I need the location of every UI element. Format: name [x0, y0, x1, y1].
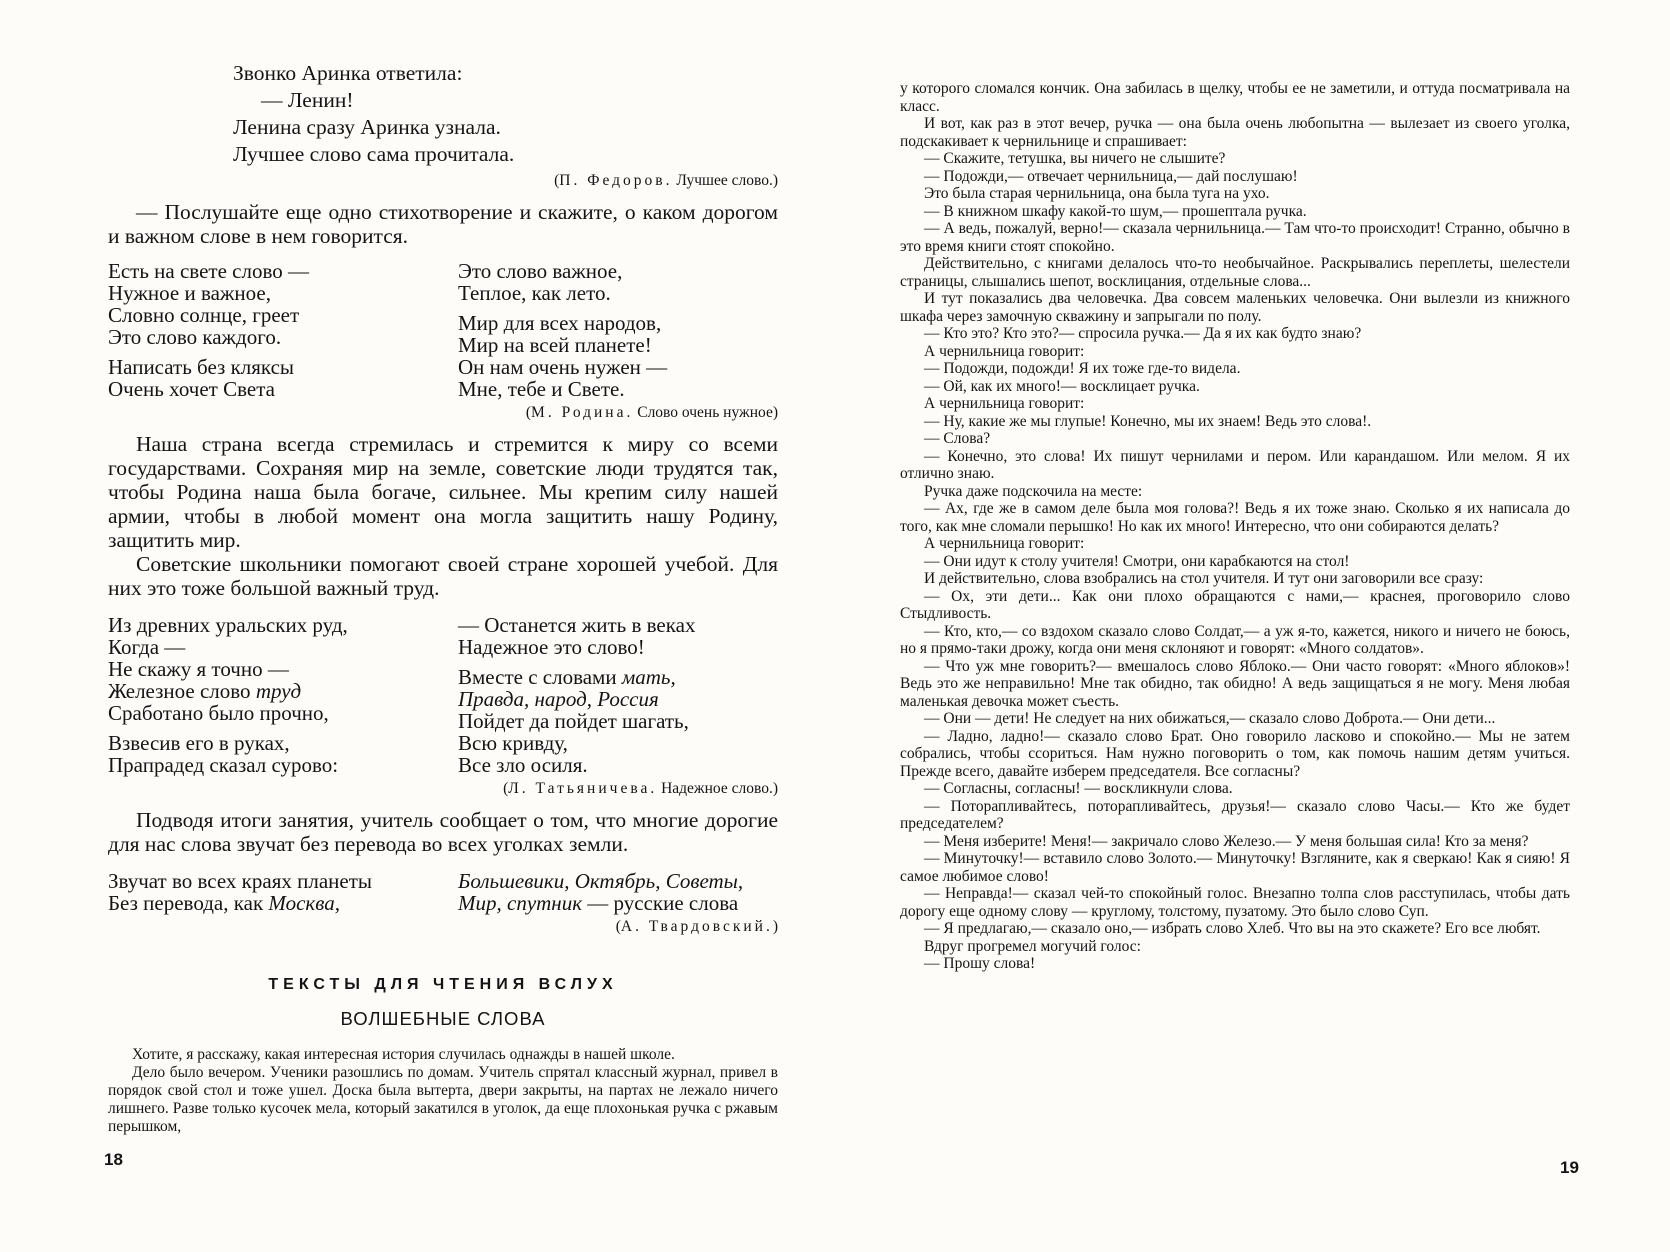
poem-4-col-2: [458, 870, 778, 914]
body-paragraphs: [108, 432, 778, 600]
poem-line: Не скажу я точно —: [108, 657, 289, 681]
poem-line: Лучшее слово сама прочитала.: [233, 142, 515, 166]
page-number: 19: [1560, 1158, 1579, 1177]
poem-line: Написать без кляксы: [108, 355, 295, 379]
poem-3-col-2: [458, 614, 778, 776]
intro-paragraph: [108, 200, 778, 248]
poem-title: Надежное слово.: [661, 780, 773, 797]
poem-italic: мать,: [621, 665, 676, 689]
section-heading: ТЕКСТЫ ДЛЯ ЧТЕНИЯ ВСЛУХ: [268, 976, 618, 993]
paragraph: — Что уж мне говорить?— вмешалось слово Яблоко.— Они часто говорят: «Много яблоков»! Ведь это же неправильно! Мне так обидно, так обидно! А ведь защищаться я не могу. Меня любая маленькая девочка может съесть.: [900, 657, 1570, 710]
paragraph: — Ох, эти дети... Как они плохо обращаются с нами,— краснея, проговорило слово Стыдливость.: [900, 587, 1570, 622]
poem-line: Сработано было прочно,: [108, 701, 329, 725]
paragraph: — Я предлагаю,— сказало оно,— избрать слово Хлеб. Что вы на это скажете? Его все любят.: [924, 920, 1541, 937]
paragraph: — Конечно, это слова! Их пишут чернилами и пером. Или карандашом. Или мелом. Я их отлично знаю.: [900, 447, 1570, 482]
paragraph: — Меня изберите! Меня!— закричало слово Железо.— У меня большая сила! Кто за меня?: [924, 832, 1529, 850]
story-title: ВОЛШЕБНЫЕ СЛОВА: [340, 1008, 546, 1029]
right-page-content: [900, 80, 1570, 973]
paragraph: И вот, как раз в этот вечер, ручка — она была очень любопытна — вылезает из своего уголка, подскакивает к чернильнице и спрашивает:: [900, 115, 1570, 150]
poem-italic: труд: [255, 679, 302, 703]
paragraph: — Подожди, подожди! Я их тоже где-то видела.: [924, 360, 1241, 377]
poem-line: [458, 870, 778, 892]
poem-line: — Останется жить в веках: [458, 613, 696, 637]
poem-line: Все зло осиля.: [458, 753, 588, 777]
author: М. Родина.: [531, 404, 634, 421]
poem-line: [108, 680, 458, 702]
story-continuation: [900, 80, 1570, 973]
poem-italic: Правда, народ, Россия: [458, 687, 659, 711]
poem-line: Надежное это слово!: [458, 635, 645, 659]
poem-line: Мир на всей планете!: [458, 333, 652, 357]
poem-line: [108, 892, 458, 914]
poem-text: Железное слово: [108, 679, 256, 703]
paragraph: — А ведь, пожалуй, верно!— сказала чернильница.— Там что-то происходит! Странно, обычно в это время книги стоят спокойно.: [900, 220, 1570, 255]
paragraph: Дело было вечером. Ученики разошлись по домам. Учитель спрятал классный журнал, привел в порядок свой стол и тоже ушел. Доска была вытерта, двери закрыты, на партах не лежало ничего лишнего. Разве только кусочек мела, который закатился в уголок, да еще плохонькая ручка с ржавым перышком,: [108, 1064, 778, 1135]
poem-text: Вместе с словами: [458, 665, 622, 689]
attribution-4: (А. Твардовский.): [615, 918, 778, 935]
attribution-3: (Л. Татьяничева. Надежное слово.): [503, 780, 778, 797]
paragraph: Хотите, я расскажу, какая интересная история случилась однажды в нашей школе.: [132, 1046, 675, 1063]
poem-4: [108, 870, 778, 914]
paragraph: у которого сломался кончик. Она забилась в щелку, чтобы ее не заметили, и оттуда посматривала на класс.: [900, 80, 1570, 115]
paragraph: — Они идут к столу учителя! Смотри, они карабкаются на стол!: [924, 552, 1350, 570]
paragraph: — Поторапливайтесь, поторапливайтесь, друзья!— сказало слово Часы.— Кто же будет председателем?: [900, 797, 1570, 832]
poem-line: Прапрадед сказал сурово:: [108, 753, 339, 777]
paragraph: А чернильница говорит:: [924, 395, 1085, 412]
paragraph: — Скажите, тетушка, вы ничего не слышите?: [924, 150, 1226, 167]
poem-text: — русские слова: [582, 891, 739, 915]
paragraph: Наша страна всегда стремилась и стремится к миру со всеми государствами. Сохраняя мир на земле, советские люди трудятся так, чтобы Родина наша была богаче, сильнее. Мы крепим силу нашей армии, чтобы в любой момент она могла защитить нашу Родину, защитить мир.: [108, 432, 778, 552]
paragraph: — Прошу слова!: [924, 955, 1036, 972]
poem-line: Это слово важное,: [458, 259, 623, 283]
author: А. Твардовский.: [620, 918, 773, 935]
right-page: [835, 0, 1670, 1252]
paragraph: И тут показались два человечка. Два совсем маленьких человечка. Они вылезли из книжного шкафа через замочную скважину и запрыгали по полу.: [900, 290, 1570, 325]
poem-line: — Ленин!: [261, 88, 354, 112]
page-number: 18: [104, 1150, 123, 1169]
poem-line: Нужное и важное,: [108, 281, 271, 305]
poem-line: Это слово каждого.: [108, 325, 282, 349]
paragraph: — Послушайте еще одно стихотворение и скажите, о каком дорогом и важном слове в нем говорится.: [108, 200, 778, 248]
paragraph: — Ладно, ладно!— сказало слово Брат. Оно говорило ласково и спокойно.— Мы не затем собрались, чтобы ссориться. Нам нужно поговорить о том, как помочь нашим детям учиться. Прежде всего, давайте изберем председателя. Все согласны?: [900, 727, 1570, 780]
paragraph: — Слова?: [924, 430, 991, 447]
poem-text: Без перевода, как: [108, 891, 269, 915]
poem-line: Взвесив его в руках,: [108, 731, 290, 755]
paragraph: Действительно, с книгами делалось что-то необычайное. Раскрывались переплеты, шелестели страницы, слышались шепот, восклицания, отдельные слова...: [900, 255, 1570, 290]
paragraph: А чернильница говорит:: [924, 342, 1085, 360]
poem-line: Звучат во всех краях планеты: [108, 869, 372, 893]
poem-line: Всю кривду,: [458, 731, 568, 755]
paragraph: — Ну, какие же мы глупые! Конечно, мы их знаем! Ведь это слова!.: [924, 412, 1372, 430]
attribution-2: (М. Родина. Слово очень нужное): [525, 404, 778, 421]
poem-title: Лучшее слово.: [676, 172, 773, 189]
paragraph: Вдруг прогремел могучий голос:: [924, 937, 1141, 955]
paragraph: А чернильница говорит:: [924, 535, 1085, 552]
poem-line: Теплое, как лето.: [458, 281, 611, 305]
poem-4-col-1: [108, 870, 458, 914]
paragraph: — Ой, как их много!— восклицает ручка.: [924, 377, 1200, 395]
left-page-content: [108, 60, 778, 1136]
paragraph: И действительно, слова взобрались на стол учителя. И тут они заговорили все сразу:: [924, 570, 1484, 587]
story-text: [108, 1046, 778, 1136]
poem-title: Слово очень нужное: [637, 404, 773, 421]
paragraph: — Согласны, согласны! — воскликнули слова.: [924, 780, 1233, 797]
poem-2-col-2: [458, 260, 778, 400]
paragraph: Подводя итоги занятия, учитель сообщает о том, что многие дорогие для нас слова звучат без перевода во всех уголках земли.: [108, 808, 778, 856]
poem-2: [108, 260, 778, 400]
poem-2-col-1: [108, 260, 458, 400]
author: Л. Татьяничева.: [508, 780, 658, 797]
poem-italic: Мир, спутник: [458, 891, 583, 915]
poem-line: [458, 666, 778, 688]
paragraph: — Они — дети! Не следует на них обижаться,— сказало слово Доброта.— Они дети...: [924, 710, 1496, 727]
poem-3-col-1: [108, 614, 458, 776]
poem-line: Мир для всех народов,: [458, 311, 662, 335]
author: П. Федоров.: [559, 172, 673, 189]
poem-line: Словно солнце, греет: [108, 303, 300, 327]
poem-line: Мне, тебе и Свете.: [458, 377, 625, 401]
poem-line: [458, 892, 778, 914]
poem-line: Очень хочет Света: [108, 377, 275, 401]
poem-line: Он нам очень нужен —: [458, 355, 668, 379]
poem-italic: Москва,: [268, 891, 340, 915]
poem-italic: Большевики, Октябрь, Советы,: [458, 869, 744, 893]
paragraph: — Подожди,— отвечает чернильница,— дай послушаю!: [924, 167, 1298, 185]
poem-excerpt-1: [233, 60, 778, 168]
paragraph: — Минуточку!— вставило слово Золото.— Минуточку! Взгляните, как я сверкаю! Как я сияю! Я самое любимое слово!: [900, 850, 1570, 885]
paragraph: Советские школьники помогают своей стране хорошей учебой. Для них это тоже большой важный труд.: [108, 552, 778, 600]
poem-line: [458, 688, 778, 710]
paragraph: — Кто, кто,— со вздохом сказало слово Солдат,— а уж я-то, кажется, никого и ничего не боюсь, но я прямо-таки дрожу, когда они меня склоняют и говорят: «Много солдатов».: [900, 622, 1570, 657]
poem-line: Звонко Аринка ответила:: [233, 61, 463, 85]
paragraph: — Неправда!— сказал чей-то спокойный голос. Внезапно толпа слов расступилась, чтобы дать дорогу еще одному слову — круглому, толстому, пузатому. Это было слово Суп.: [900, 885, 1570, 920]
poem-line: Когда —: [108, 635, 186, 659]
attribution-1: (П. Федоров. Лучшее слово.): [554, 172, 778, 189]
poem-line: Пойдет да пойдет шагать,: [458, 709, 689, 733]
poem-3: [108, 614, 778, 776]
paragraph: — В книжном шкафу какой-то шум,— прошептала ручка.: [924, 202, 1307, 220]
poem-line: Есть на свете слово —: [108, 259, 309, 283]
paragraph: — Ах, где же в самом деле была моя голова?! Ведь я их тоже знаю. Сколько я их написала до того, как мне сломали перышко! Но как их много! Интересно, что они собираются делать?: [900, 500, 1570, 535]
paragraph: Это была старая чернильница, она была туга на ухо.: [924, 185, 1270, 202]
summary-paragraph: [108, 808, 778, 856]
paragraph: Ручка даже подскочила на месте:: [924, 482, 1143, 500]
poem-line: Ленина сразу Аринка узнала.: [233, 115, 501, 139]
paragraph: — Кто это? Кто это?— спросила ручка.— Да я их как будто знаю?: [924, 325, 1362, 342]
poem-line: Из древних уральских руд,: [108, 613, 348, 637]
